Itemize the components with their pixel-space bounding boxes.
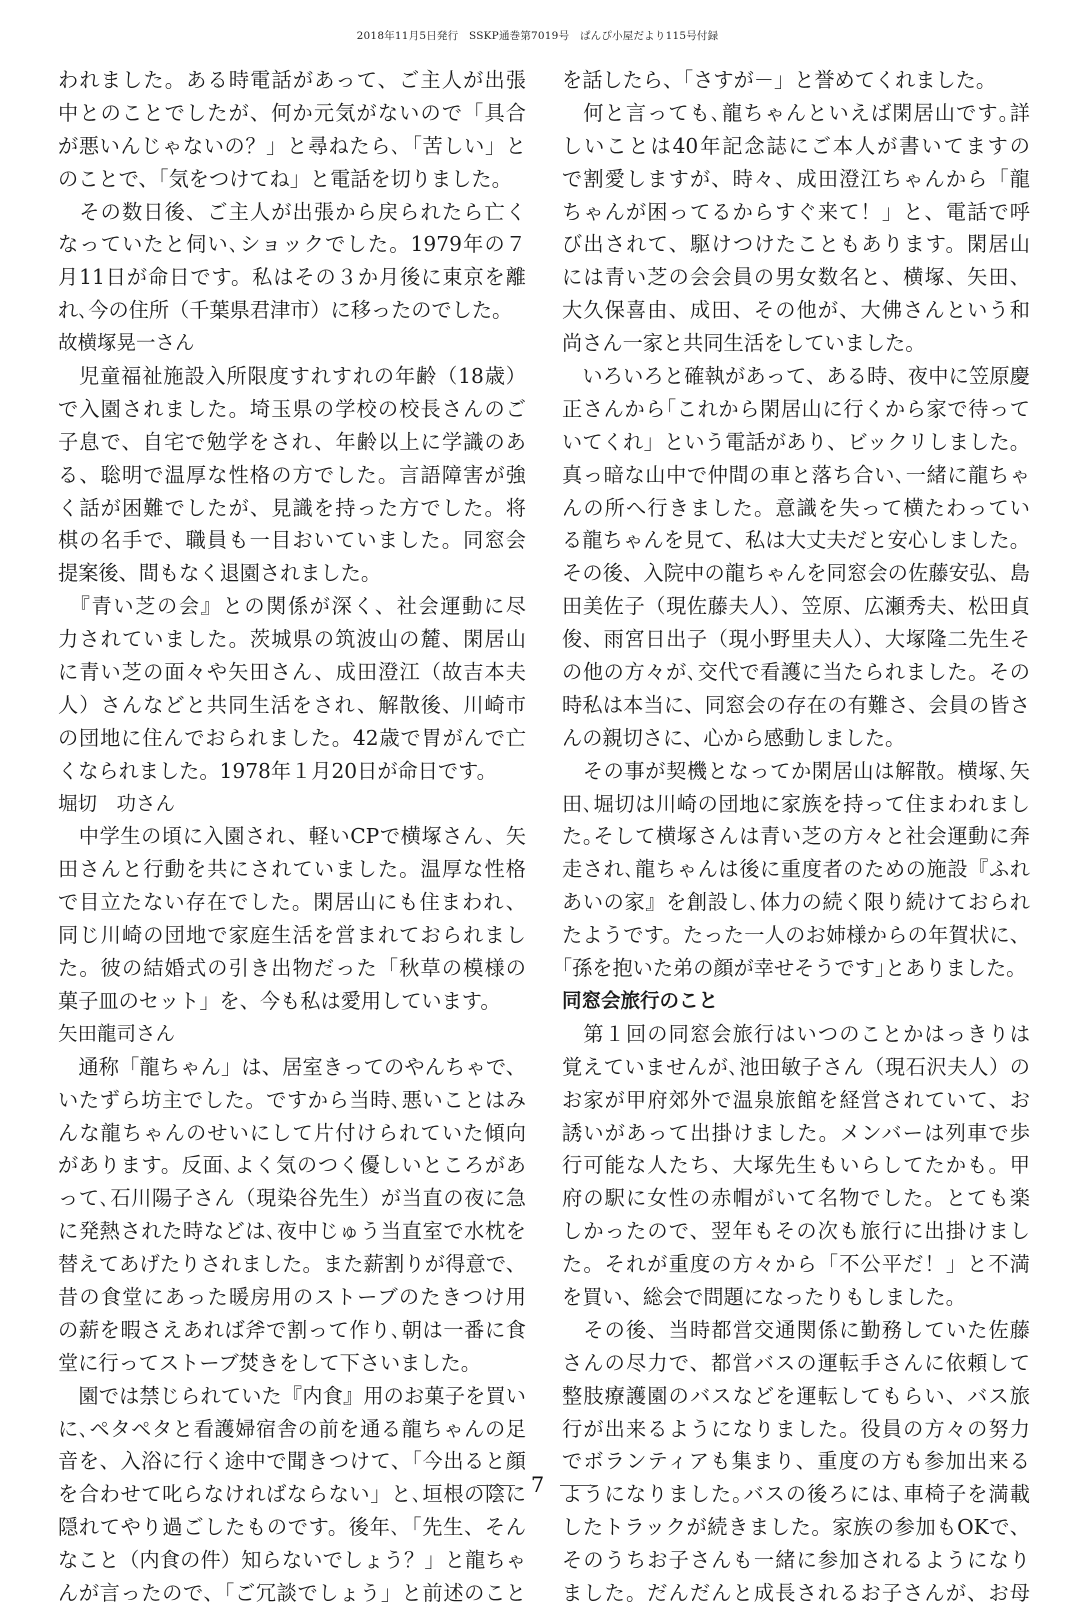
text-line: いてくれ」という電話があり、ビックリしました。 — [562, 429, 1030, 454]
text-line: び出されて、駆けつけたこともあります。閑居山 — [562, 232, 1030, 257]
section-heading: 矢田龍司さん — [58, 1021, 176, 1045]
text-line: を合わせて叱らなければならない」と､垣根の陰に — [58, 1482, 526, 1507]
text-line: を話したら、「さすが－」と誉めてくれました。 — [562, 68, 997, 92]
text-line: で割愛しますが、時々、成田澄江ちゃんから「龍 — [562, 166, 1030, 191]
text-line: 尚さん一家と共同生活をしていました。 — [562, 331, 926, 356]
text-line: んの所へ行きました。意識を失って横たわってい — [562, 495, 1030, 520]
text-line: 『青い芝の会』との関係が深く、社会運動に尽 — [58, 594, 526, 619]
text-line: には青い芝の会会員の男女数名と、横塚、矢田、 — [562, 265, 1030, 290]
text-line: しいことは40年記念誌にご本人が書いてますの — [562, 133, 1030, 158]
text-line: 走され､龍ちゃんは後に重度者のための施設『ふれ — [562, 857, 1030, 882]
text-line: く話が困難でしたが、見識を持った方でした。将 — [58, 495, 526, 520]
text-line: 真っ暗な山中で仲間の車と落ち合い､一緒に龍ちゃ — [562, 462, 1030, 487]
text-line: が悪いんじゃないの？」と尋ねたら､「苦しい」と — [58, 133, 526, 158]
text-line: 堂に行ってストーブ焚きをして下さいました。 — [58, 1350, 481, 1375]
text-line: 覚えていませんが､池田敏子さん（現石沢夫人）の — [562, 1054, 1030, 1079]
text-line: 中とのことでしたが、何か元気がないので「具合 — [58, 100, 526, 125]
page-footer — [0, 1473, 1075, 1497]
left-column — [58, 64, 526, 1610]
text-line: ちゃんが困ってるからすぐ来て！」と、電話で呼 — [562, 199, 1030, 224]
text-line: の団地に住んでおられました。42歳で胃がんで亡 — [58, 725, 526, 750]
text-line: 誘いがあって出掛けました。メンバーは列車で歩 — [562, 1120, 1030, 1145]
text-line: 菓子皿のセット」を、今も私は愛用しています。 — [58, 988, 501, 1013]
footer-rule-left — [477, 1485, 515, 1486]
text-line: た。それが重度の方々から「不公平だ！」と不満 — [562, 1252, 1030, 1277]
text-line: 園では禁じられていた『内食』用のお菓子を買い — [58, 1383, 526, 1408]
text-line: んが言ったので、「ご冗談でしょう」と前述のこと — [58, 1580, 526, 1605]
text-line: って､石川陽子さん（現染谷先生）が当直の夜に急 — [58, 1186, 526, 1211]
text-line: で入園されました。埼玉県の学校の校長さんのご — [58, 396, 526, 421]
text-line: た。彼の結婚式の引き出物だった「秋草の模様の — [58, 956, 526, 981]
text-line: いたずら坊主でした。ですから当時､悪いことはみ — [58, 1087, 526, 1112]
text-line: 田美佐子（現佐藤夫人）、笠原、広瀬秀夫、松田貞 — [562, 594, 1030, 619]
text-line: 人）さんなどと共同生活をされ、解散後、川崎市 — [58, 692, 526, 717]
text-line: 田さんと行動を共にされていました。温厚な性格 — [58, 857, 526, 882]
page-number: 7 — [530, 1473, 545, 1497]
text-line: その後、入院中の龍ちゃんを同窓会の佐藤安弘、島 — [562, 561, 1030, 586]
text-line: の薪を暇さえあれば斧で割って作り､朝は一番に食 — [58, 1317, 526, 1342]
text-line: で目立たない存在でした。閑居山にも住まわれ、 — [58, 890, 526, 915]
page-header: 2018年11月5日発行 SSKP通巻第7019号 ぱんぴ小屋だより115号付録 — [356, 30, 719, 42]
text-line: われました。ある時電話があって、ご主人が出張 — [58, 68, 526, 92]
text-line: 正さんから｢これから閑居山に行くから家で待って — [562, 396, 1030, 421]
text-line: 月11日が命日です。私はその３か月後に東京を離 — [58, 265, 526, 290]
text-line: 昔の食堂にあった暖房用のストーブのたきつけ用 — [58, 1284, 526, 1309]
text-line: に､ペタペタと看護婦宿舎の前を通る龍ちゃんの足 — [58, 1416, 526, 1441]
text-line: 音を、入浴に行く途中で聞きつけて、「今出ると顔 — [58, 1449, 526, 1474]
text-line: のことで、「気をつけてね」と電話を切りました。 — [58, 166, 512, 191]
text-line: ました。だんだんと成長されるお子さんが、お母 — [562, 1580, 1030, 1605]
text-line: る龍ちゃんを見て、私は大丈夫だと安心しました。 — [562, 528, 1030, 553]
text-line: さんの尽力で、都営バスの運転手さんに依頼して — [562, 1350, 1030, 1375]
footer-rule-right — [560, 1485, 598, 1486]
text-line: 第１回の同窓会旅行はいつのことかはっきりは — [562, 1021, 1030, 1046]
text-line: の他の方々が､交代で看護に当たられました。その — [562, 660, 1030, 685]
text-line: ようになりました｡バスの後ろには､車椅子を満載 — [562, 1482, 1030, 1507]
text-line: お家が甲府郊外で温泉旅館を経営されていて、お — [562, 1087, 1030, 1112]
text-line: 時私は本当に、同窓会の存在の有難さ、会員の皆さ — [562, 692, 1030, 717]
text-line: でボランティアも集まり、重度の方も参加出来る — [562, 1449, 1030, 1474]
text-line: に発熱された時などは､夜中じゅう当直室で水枕を — [58, 1219, 526, 1244]
text-line: たようです。たった一人のお姉様からの年賀状に、 — [562, 923, 1030, 948]
text-line: その数日後、ご主人が出張から戻られたら亡く — [58, 199, 526, 224]
section-heading: 故横塚晃一さん — [58, 331, 195, 355]
text-line: 府の駅に女性の赤帽がいて名物でした。とても楽 — [562, 1186, 1030, 1211]
text-line: あいの家』を創設し､体力の続く限り続けておられ — [562, 890, 1030, 915]
text-line: 何と言っても､龍ちゃんといえば閑居山です｡詳 — [562, 100, 1030, 125]
text-line: そのうちお子さんも一緒に参加されるようになり — [562, 1548, 1030, 1573]
text-line: 隠れてやり過ごしたものです。後年､「先生、そん — [58, 1515, 526, 1540]
section-heading: 同窓会旅行のこと — [562, 988, 719, 1012]
text-line: る、聡明で温厚な性格の方でした。言語障害が強 — [58, 462, 526, 487]
right-column — [562, 64, 1030, 1610]
text-line: 中学生の頃に入園され、軽いCPで横塚さん、矢 — [58, 824, 526, 849]
text-line: 力されていました。茨城県の筑波山の麓、閑居山 — [58, 627, 526, 652]
text-line: その事が契機となってか閑居山は解散。横塚､矢 — [562, 758, 1030, 783]
text-line: 提案後、間もなく退園されました。 — [58, 561, 382, 586]
text-line: 大久保喜由、成田、その他が、大佛さんという和 — [562, 298, 1030, 323]
text-line: 通称「龍ちゃん」は、居室きってのやんちゃで、 — [58, 1054, 526, 1079]
text-line: ｢孫を抱いた弟の顔が幸せそうです｣とありました。 — [562, 956, 1027, 981]
text-line: 行可能な人たち、大塚先生もいらしてたかも。甲 — [562, 1153, 1030, 1178]
text-line: に青い芝の面々や矢田さん、成田澄江（故吉本夫 — [58, 660, 526, 685]
text-line: んな龍ちゃんのせいにして片付けられていた傾向 — [58, 1120, 526, 1145]
text-line: いろいろと確執があって、ある時、夜中に笠原慶 — [562, 364, 1030, 389]
text-line: なっていたと伺い､ショックでした。1979年の７ — [58, 232, 526, 257]
text-line: 同じ川崎の団地で家庭生活を営まれておられまし — [58, 923, 526, 948]
text-line: を買い、総会で問題になったりもしました。 — [562, 1284, 966, 1309]
text-line: れ､今の住所（千葉県君津市）に移ったのでした。 — [58, 298, 513, 323]
text-line: んの親切さに、心から感動しました。 — [562, 725, 906, 750]
text-line: 子息で、自宅で勉学をされ、年齢以上に学識のあ — [58, 429, 526, 454]
text-line: 田､堀切は川崎の団地に家族を持って住まわれまし — [562, 791, 1030, 816]
text-line: 棋の名手で、職員も一目おいていました。同窓会 — [58, 528, 526, 553]
section-heading: 堀切 功さん — [58, 791, 176, 815]
text-line: た｡そして横塚さんは青い芝の方々と社会運動に奔 — [562, 824, 1030, 849]
text-line: その後、当時都営交通関係に勤務していた佐藤 — [562, 1317, 1030, 1342]
text-line: 児童福祉施設入所限度すれすれの年齢（18歳） — [58, 364, 526, 389]
text-line: しかったので、翌年もその次も旅行に出掛けまし — [562, 1219, 1030, 1244]
text-line: なこと（内食の件）知らないでしょう？」と龍ちゃ — [58, 1548, 526, 1573]
text-line: 替えてあげたりされました。また薪割りが得意で、 — [58, 1252, 526, 1277]
text-line: 整肢療護園のバスなどを運転してもらい、バス旅 — [562, 1383, 1030, 1408]
text-line: があります。反面､よく気のつく優しいところがあ — [58, 1153, 526, 1178]
text-line: 俊、雨宮日出子（現小野里夫人）、大塚隆二先生そ — [562, 627, 1030, 652]
text-line: くなられました。1978年１月20日が命日です。 — [58, 758, 497, 783]
text-line: 行が出来るようになりました。役員の方々の努力 — [562, 1416, 1030, 1441]
text-line: したトラックが続きました。家族の参加もOKで、 — [562, 1515, 1030, 1540]
